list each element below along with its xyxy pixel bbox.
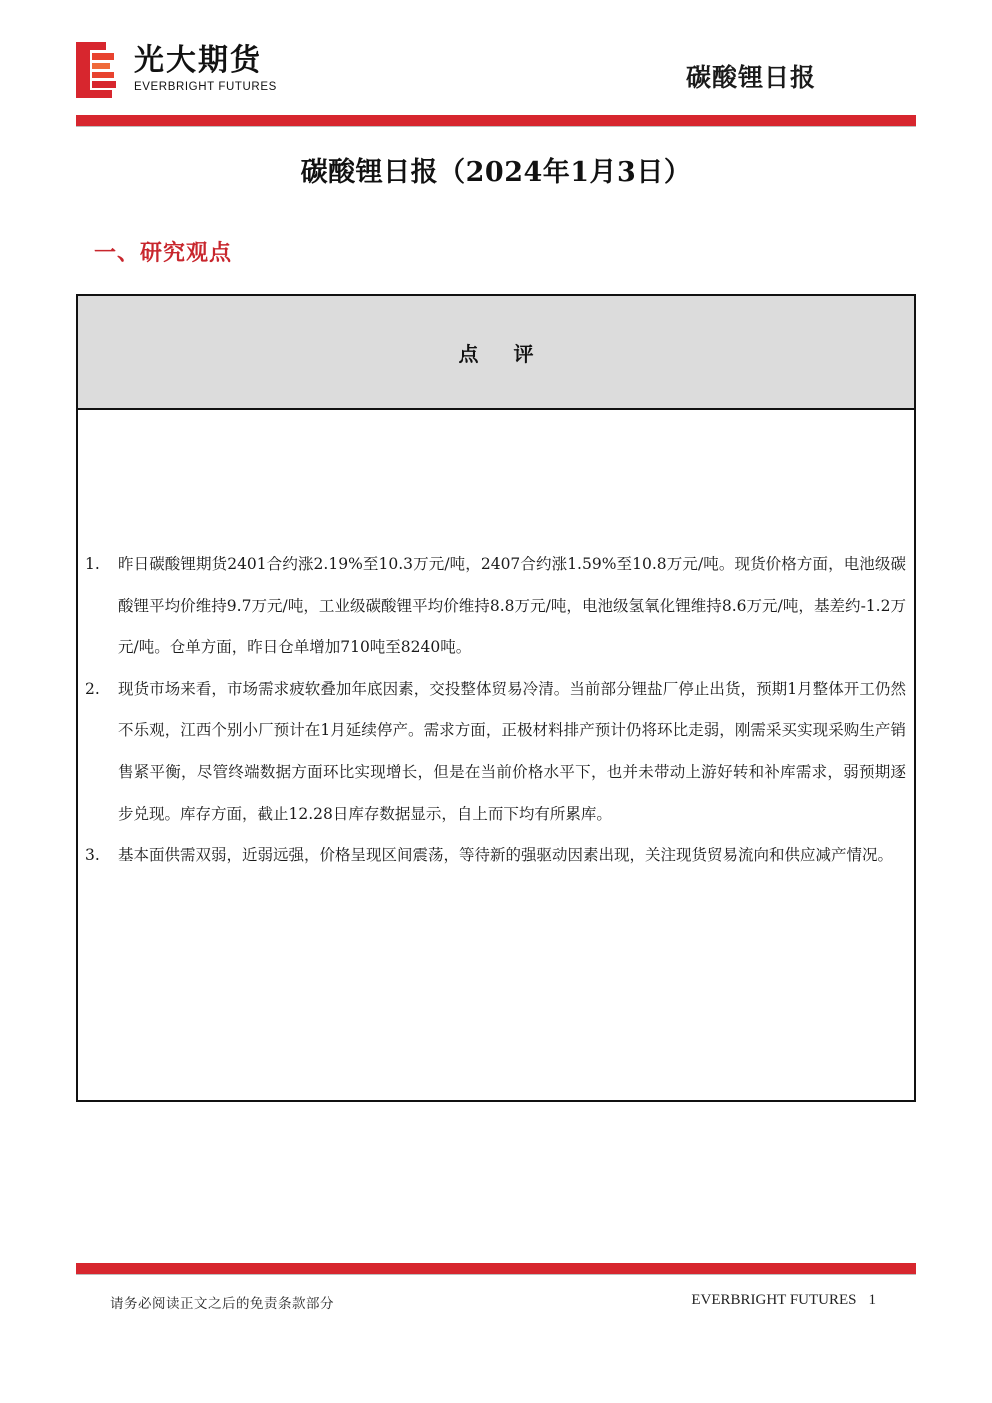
commentary-list <box>78 544 914 877</box>
section-heading: 一、研究观点 <box>94 240 233 266</box>
list-item-text: 基本面供需双弱，近弱远强，价格呈现区间震荡，等待新的强驱动因素出现，关注现货贸易流向和供应减产情况。 <box>118 846 894 865</box>
page-number: 1 <box>868 1292 876 1308</box>
footer-brand-page <box>691 1292 876 1309</box>
table-header-label: 点 评 <box>458 341 548 366</box>
commentary-table <box>76 294 916 1102</box>
footer-brand: EVERBRIGHT FUTURES <box>691 1292 857 1308</box>
footer-divider <box>76 1263 916 1275</box>
list-item-number: 1. <box>85 555 100 573</box>
company-logo <box>76 42 296 98</box>
logo-english-name: EVERBRIGHT FUTURES <box>134 81 277 93</box>
list-item-text: 昨日碳酸锂期货2401合约涨2.19%至10.3万元/吨，2407合约涨1.59%至10.8万元/吨。现货价格方面，电池级碳酸锂平均价维持9.7万元/吨，工业级碳酸锂平均价维持8.8万元/吨，电池级氢氧化锂维持8.6万元/吨，基差约-1.2万元/吨。仓单方面，昨日仓单增加710吨至8240吨。 <box>118 555 906 657</box>
logo-chinese-name: 光大期货 <box>134 43 262 78</box>
footer-disclaimer: 请务必阅读正文之后的免责条款部分 <box>110 1296 334 1312</box>
document-title: 碳酸锂日报（2024年1月3日） <box>300 157 692 188</box>
list-item-number: 2. <box>85 679 100 698</box>
list-item <box>78 669 914 835</box>
header-divider <box>76 115 916 127</box>
table-header <box>78 296 914 410</box>
list-item-number: 3. <box>85 846 100 865</box>
list-item <box>78 835 914 877</box>
header-report-name: 碳酸锂日报 <box>685 63 816 92</box>
list-item <box>78 544 914 669</box>
list-item-text: 现货市场来看，市场需求疲软叠加年底因素，交投整体贸易冷清。当前部分锂盐厂停止出货，预期1月整体开工仍然不乐观，江西个别小厂预计在1月延续停产。需求方面，正极材料排产预计仍将环比走弱，刚需采买实现采购生产销售紧平衡，尽管终端数据方面环比实现增长，但是在当前价格水平下，也并未带动上游好转和补库需求，弱预期逐步兑现。库存方面，截止12.28日库存数据显示，自上而下均有所累库。 <box>118 679 906 823</box>
everbright-logo-icon <box>76 42 116 98</box>
